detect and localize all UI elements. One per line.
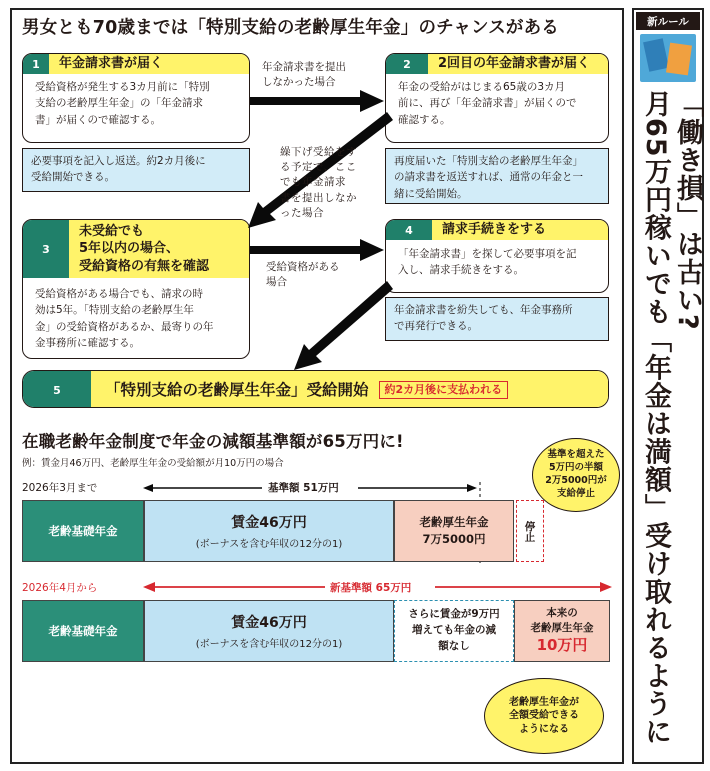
text-line: 書を提出しなか bbox=[280, 191, 357, 204]
text-line: 必要事項を記入し返送。約2カ月後に bbox=[31, 155, 206, 167]
text-line: 金」の受給資格があるか、最寄りの年 bbox=[35, 320, 214, 333]
before-range-label: 基準額 51万円 bbox=[268, 482, 339, 494]
heading-line: 未受給でも bbox=[79, 223, 145, 239]
step-3-number: 3 bbox=[23, 220, 69, 278]
heading-line: 受給資格の有無を確認 bbox=[79, 258, 210, 274]
text-line: でも年金請求 bbox=[280, 176, 346, 189]
text-line: 本来の bbox=[546, 606, 578, 619]
text-line: 増えても年金の減 bbox=[412, 624, 496, 637]
stop-label: 停止 bbox=[523, 520, 536, 542]
bar-wage-after bbox=[144, 600, 394, 662]
step-2-heading: 2回目の年金請求書が届く bbox=[428, 54, 608, 74]
step-5-card bbox=[22, 370, 609, 408]
text-line: 年金の受給がはじまる65歳の3カ月 bbox=[398, 81, 566, 93]
step-5-number: 5 bbox=[23, 371, 91, 408]
text-line: 緒に受給開始。 bbox=[394, 187, 468, 200]
sidebar-headline-1: 「働き損」は古い? bbox=[672, 90, 703, 331]
step-5-heading-row bbox=[91, 371, 608, 408]
text-line: 2万5000円が bbox=[545, 475, 607, 486]
text-line: 書」が届くので確認する。 bbox=[35, 113, 161, 126]
wage-note: (ボーナスを含む年収の12分の1) bbox=[195, 539, 343, 550]
before-period-label: 2026年3月まで bbox=[22, 482, 98, 494]
wage-amount: 賃金46万円 bbox=[231, 515, 307, 531]
wage-note: (ボーナスを含む年収の12分の1) bbox=[195, 639, 343, 650]
text-line: 老齢厚生年金 bbox=[530, 621, 594, 634]
text-line: 入し、請求手続きをする。 bbox=[398, 264, 524, 277]
payment-timing-badge: 約2カ月後に支払われる bbox=[379, 381, 509, 400]
page-title: 男女とも70歳までは「特別支給の老齢厚生年金」のチャンスがある bbox=[22, 18, 560, 38]
text-line: 年金請求書を提出 bbox=[262, 61, 346, 73]
step-2-number: 2 bbox=[386, 54, 428, 74]
text-line: 受給資格がある場合でも、請求の時 bbox=[35, 288, 203, 300]
step-4-number: 4 bbox=[386, 220, 432, 240]
text-line: 受給資格がある bbox=[266, 261, 340, 273]
text-line: 場合 bbox=[266, 276, 287, 289]
text-line: さらに賃金が9万円 bbox=[408, 608, 500, 621]
bar-basic-pension-before: 老齢基礎年金 bbox=[22, 500, 144, 562]
text-line: で再発行できる。 bbox=[394, 320, 478, 333]
text-line: る予定で、ここ bbox=[280, 161, 357, 174]
text-line: 効は5年。「特別支給の老齢厚生年 bbox=[35, 304, 194, 317]
bar-employee-pension-after bbox=[514, 600, 610, 662]
text-line: 前に、再び「年金請求書」が届くので bbox=[398, 97, 577, 110]
bar-basic-pension-after: 老齢基礎年金 bbox=[22, 600, 144, 662]
text-line: 再度届いた「特別支給の老齢厚生年金」 bbox=[394, 155, 583, 167]
step-1-number: 1 bbox=[23, 54, 49, 74]
text-line: 年金請求書を紛失しても、年金事務所 bbox=[394, 304, 573, 316]
step-5-heading: 「特別支給の老齢厚生年金」受給開始 bbox=[105, 380, 369, 399]
extra-wage-margin bbox=[394, 600, 514, 662]
arrow-2-3-label bbox=[280, 145, 357, 221]
wage-amount: 賃金46万円 bbox=[231, 615, 307, 631]
text-line: 額なし bbox=[438, 639, 470, 652]
text-line: 金事務所に確認する。 bbox=[35, 336, 140, 349]
arrow-3-to-4 bbox=[250, 239, 384, 261]
booklet-shape bbox=[643, 38, 669, 72]
new-rule-tag: 新ルール bbox=[636, 12, 700, 30]
text-line: 繰下げ受給をす bbox=[280, 146, 357, 158]
text-line: 老齢厚生年金が bbox=[509, 696, 579, 708]
text-line: 老齢厚生年金 bbox=[419, 515, 489, 530]
text-line: ようになる bbox=[519, 723, 569, 735]
after-period-label: 2026年4月から bbox=[22, 582, 98, 594]
step-1-heading: 年金請求書が届く bbox=[49, 54, 249, 74]
section-title: 在職老齢年金制度で年金の減額基準額が65万円に! bbox=[22, 432, 404, 451]
text-line: 受給資格が発生する3カ月前に「特別 bbox=[35, 81, 210, 93]
pension-booklet-photo bbox=[640, 34, 696, 82]
text-line: しなかった場合 bbox=[262, 76, 336, 89]
starburst-note-2 bbox=[484, 678, 604, 754]
stopped-portion bbox=[516, 500, 544, 562]
step-4-heading: 請求手続きをする bbox=[432, 220, 608, 240]
arrow-1-2-label bbox=[262, 60, 346, 90]
text-line: 支給停止 bbox=[556, 487, 595, 499]
after-range-label: 新基準額 65万円 bbox=[330, 582, 412, 594]
bar-employee-pension-before bbox=[394, 500, 514, 562]
text-line: 確認する。 bbox=[398, 113, 451, 126]
arrow-1-to-2 bbox=[250, 90, 384, 112]
text-line: 7万5000円 bbox=[422, 532, 486, 546]
arrow-4-to-5 bbox=[294, 281, 393, 370]
text-line: 全額受給できる bbox=[509, 710, 579, 722]
sidebar-headline-2: 月65万円稼いでも「年金は満額」受け取れるように bbox=[640, 90, 671, 746]
heading-line: 5年以内の場合、 bbox=[79, 241, 180, 257]
text-line: った場合 bbox=[280, 206, 324, 219]
bar-wage-before bbox=[144, 500, 394, 562]
arrow-after-right bbox=[600, 582, 612, 592]
text-line: 「年金請求書」を探して必要事項を記 bbox=[398, 248, 577, 260]
example-note: 例：賃金月46万円、老齢厚生年金の受給額が月10万円の場合 bbox=[22, 458, 284, 469]
text-line: 基準を超えた bbox=[547, 449, 605, 461]
text-line: 受給開始できる。 bbox=[31, 171, 115, 184]
text-line: 支給の老齢厚生年金」の「年金請求 bbox=[35, 97, 203, 110]
text-line: 5万円の半額 bbox=[548, 462, 604, 474]
starburst-note-1 bbox=[532, 438, 620, 512]
arrow-3-4-label bbox=[266, 260, 340, 290]
text-line: の請求書を返送すれば、通常の年金と一 bbox=[394, 171, 583, 184]
booklet-shape bbox=[666, 43, 692, 76]
pension-amount: 10万円 bbox=[536, 636, 588, 655]
arrow-before-right bbox=[467, 484, 477, 492]
